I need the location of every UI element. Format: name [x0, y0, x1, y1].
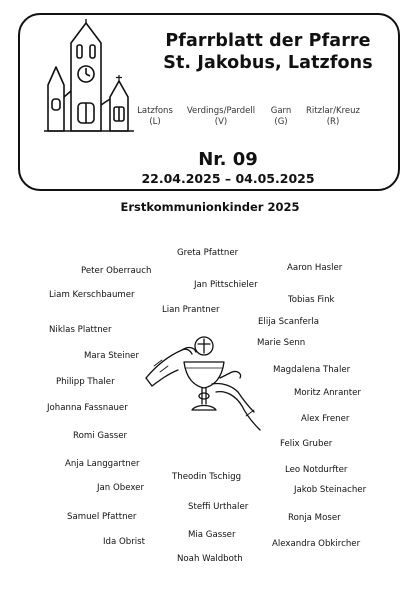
child-name: Marie Senn	[257, 338, 306, 348]
parish-name: Ritzlar/Kreuz	[306, 106, 360, 116]
child-name: Mia Gasser	[188, 530, 236, 540]
child-name: Mara Steiner	[84, 351, 139, 361]
parish-name: Verdings/Pardell	[186, 106, 256, 116]
child-name: Steffi Urthaler	[188, 502, 249, 512]
child-name: Alexandra Obkircher	[272, 539, 361, 549]
child-name: Jan Obexer	[97, 483, 144, 493]
child-name: Theodin Tschigg	[172, 472, 242, 482]
child-name: Philipp Thaler	[56, 377, 115, 387]
child-name: Liam Kerschbaumer	[49, 290, 135, 300]
parish-abbr: (G)	[274, 117, 288, 127]
parish-abbr: (L)	[149, 117, 161, 127]
section-title: Erstkommunionkinder 2025	[120, 200, 300, 214]
parish-abbr: (R)	[326, 117, 340, 127]
child-name: Niklas Plattner	[49, 325, 112, 335]
parish-title: St. Jakobus, Latzfons	[163, 53, 373, 73]
parish-name: Garn	[270, 106, 292, 116]
parish-garn	[266, 106, 296, 128]
child-name: Tobias Fink	[288, 295, 335, 305]
child-name: Alex Frener	[301, 414, 350, 424]
child-name: Felix Gruber	[280, 439, 333, 449]
child-name: Magdalena Thaler	[273, 365, 351, 375]
masthead	[18, 13, 400, 191]
child-name: Greta Pfattner	[177, 248, 239, 258]
parish-latzfons	[134, 106, 176, 128]
child-name: Samuel Pfattner	[67, 512, 137, 522]
date-range: 22.04.2025 – 04.05.2025	[141, 171, 315, 186]
child-name: Jakob Steinacher	[294, 485, 367, 495]
parish-name: Latzfons	[137, 106, 173, 116]
child-name: Anja Langgartner	[65, 459, 140, 469]
chalice-host-hands-icon	[142, 326, 267, 444]
child-name: Ida Obrist	[103, 537, 145, 547]
child-name: Johanna Fassnauer	[47, 403, 128, 413]
child-name: Lian Prantner	[162, 305, 220, 315]
child-name: Jan Pittschieler	[194, 280, 258, 290]
publication-title: Pfarrblatt der Pfarre	[165, 31, 371, 51]
child-name: Aaron Hasler	[287, 263, 343, 273]
child-name: Noah Waldboth	[177, 554, 243, 564]
child-name: Romi Gasser	[73, 431, 128, 441]
issue-number: Nr. 09	[198, 149, 258, 170]
parish-abbr: (V)	[214, 117, 228, 127]
child-name: Ronja Moser	[288, 513, 341, 523]
child-name: Elija Scanferla	[258, 317, 319, 327]
parish-verdings-pardell	[182, 106, 260, 128]
child-name: Moritz Anranter	[294, 388, 361, 398]
church-icon	[42, 19, 142, 137]
child-name: Peter Oberrauch	[81, 266, 152, 276]
child-name: Leo Notdurfter	[285, 465, 348, 475]
parish-ritzlar-kreuz	[302, 106, 364, 128]
